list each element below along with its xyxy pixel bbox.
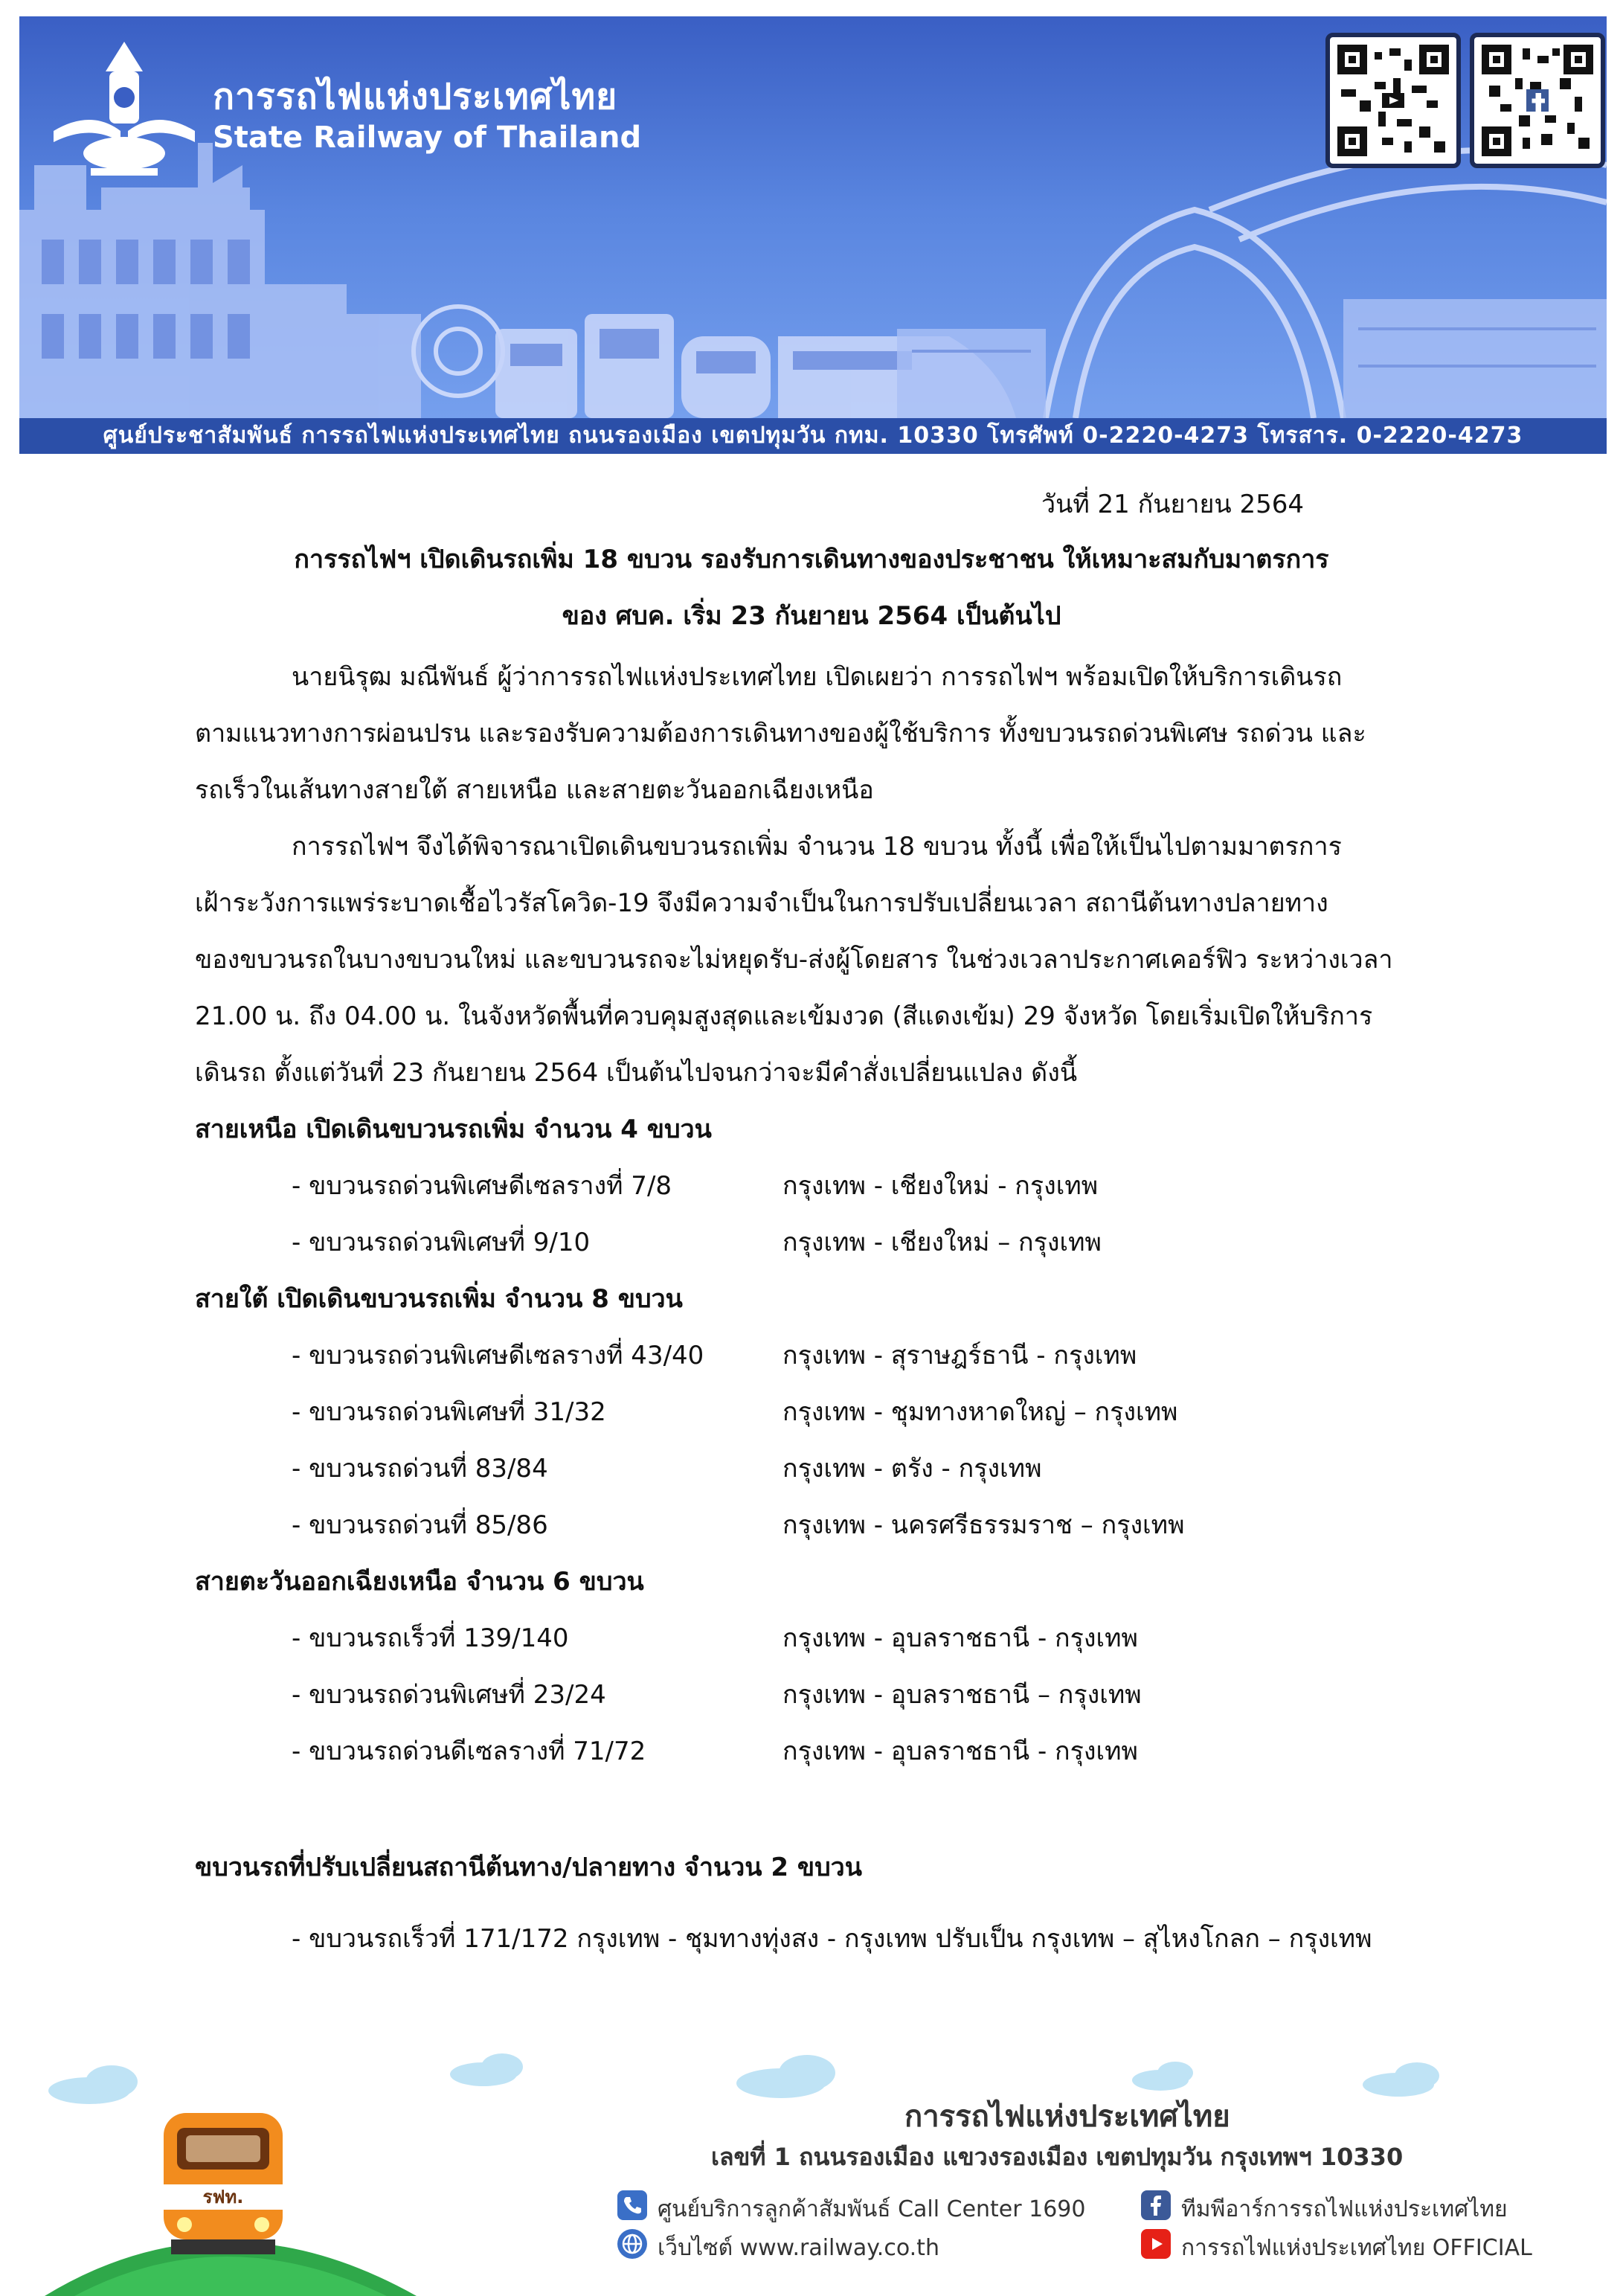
paragraph-1-line-3: รถเร็วในเส้นทางสายใต้ สายเหนือ และสายตะวันออกเฉียงเหนือ: [195, 775, 874, 805]
train-route: กรุงเทพ - ชุมทางหาดใหญ่ – กรุงเทพ: [782, 1397, 1178, 1427]
train-route: กรุงเทพ - นครศรีธรรมราช – กรุงเทพ: [782, 1510, 1185, 1540]
section-heading-north: สายเหนือ เปิดเดินขบวนรถเพิ่ม จำนวน 4 ขบวน: [195, 1115, 712, 1144]
train-route: กรุงเทพ - อุบลราชธานี - กรุงเทพ: [782, 1737, 1138, 1766]
paragraph-1-line-1: นายนิรุฒ มณีพันธ์ ผู้ว่าการรถไฟแห่งประเทศไทย เปิดเผยว่า การรถไฟฯ พร้อมเปิดให้บริการเดินรถ: [292, 662, 1343, 692]
train-name: - ขบวนรถด่วนที่ 83/84: [292, 1454, 548, 1484]
youtube-qr-code[interactable]: [1325, 33, 1461, 168]
document-title-line-2: ของ ศบค. เริ่ม 23 กันยายน 2564 เป็นต้นไป: [562, 601, 1061, 631]
footer-org-name: การรถไฟแห่งประเทศไทย: [904, 2100, 1230, 2134]
document-date: วันที่ 21 กันยายน 2564: [1041, 490, 1304, 519]
changed-train-item: - ขบวนรถเร็วที่ 171/172 กรุงเทพ - ชุมทางทุ่งสง - กรุงเทพ ปรับเป็น กรุงเทพ – สุไหงโกลก – กรุงเทพ: [292, 1924, 1372, 1954]
srt-emblem-icon: [46, 34, 202, 183]
train-name: - ขบวนรถด่วนที่ 85/86: [292, 1510, 548, 1540]
org-name-thai: การรถไฟแห่งประเทศไทย: [213, 76, 618, 118]
phone-icon: [617, 2190, 647, 2220]
org-name-english: State Railway of Thailand: [213, 121, 642, 155]
train-route: กรุงเทพ - ตรัง - กรุงเทพ: [782, 1454, 1042, 1484]
paragraph-2-line-4: 21.00 น. ถึง 04.00 น. ในจังหวัดพื้นที่ควบคุมสูงสุดและเข้มงวด (สีแดงเข้ม) 29 จังหวัด โดยเริ่มเปิดให้บริการ: [195, 1001, 1373, 1031]
paragraph-2-line-5: เดินรถ ตั้งแต่วันที่ 23 กันยายน 2564 เป็นต้นไปจนกว่าจะมีคำสั่งเปลี่ยนแปลง ดังนี้: [195, 1058, 1078, 1088]
train-logo-text: รฟท.: [202, 2187, 244, 2207]
qr-code-icon: [1482, 45, 1593, 156]
facebook-icon: [1141, 2190, 1171, 2220]
document-title-line-1: การรถไฟฯ เปิดเดินรถเพิ่ม 18 ขบวน รองรับการเดินทางของประชาชน ให้เหมาะสมกับมาตรการ: [294, 545, 1329, 574]
paragraph-1-line-2: ตามแนวทางการผ่อนปรน และรองรับความต้องการเดินทางของผู้ใช้บริการ ทั้งขบวนรถด่วนพิเศษ รถด่วน และ: [195, 719, 1366, 748]
train-name: - ขบวนรถด่วนพิเศษที่ 9/10: [292, 1228, 591, 1257]
paragraph-2-line-3: ของขบวนรถในบางขบวนใหม่ และขบวนรถจะไม่หยุดรับ-ส่งผู้โดยสาร ในช่วงเวลาประกาศเคอร์ฟิว ระหว่างเวลา: [195, 945, 1393, 975]
train-route: กรุงเทพ - เชียงใหม่ - กรุงเทพ: [782, 1171, 1099, 1201]
facebook-qr-code[interactable]: [1470, 33, 1605, 168]
paragraph-2-line-2: เฝ้าระวังการแพร่ระบาดเชื้อไวรัสโควิด-19 จึงมีความจำเป็นในการปรับเปลี่ยนเวลา สถานีต้นทางปลายทาง: [195, 888, 1328, 918]
header-banner: [19, 16, 1607, 454]
train-name: - ขบวนรถด่วนดีเซลรางที่ 71/72: [292, 1737, 646, 1766]
train-route: กรุงเทพ - อุบลราชธานี – กรุงเทพ: [782, 1680, 1142, 1710]
facebook-link[interactable]: ทีมพีอาร์การรถไฟแห่งประเทศไทย: [1181, 2196, 1508, 2222]
footer-address: เลขที่ 1 ถนนรองเมือง แขวงรองเมือง เขตปทุมวัน กรุงเทพฯ 10330: [711, 2143, 1404, 2171]
train-route: กรุงเทพ - อุบลราชธานี - กรุงเทพ: [782, 1623, 1138, 1653]
train-name: - ขบวนรถด่วนพิเศษที่ 31/32: [292, 1397, 606, 1427]
call-center-text: ศูนย์บริการลูกค้าสัมพันธ์ Call Center 1690: [658, 2196, 1086, 2222]
youtube-link[interactable]: การรถไฟแห่งประเทศไทย OFFICIAL: [1181, 2235, 1532, 2261]
footer: [0, 2039, 1623, 2296]
train-name: - ขบวนรถด่วนพิเศษดีเซลรางที่ 7/8: [292, 1171, 672, 1201]
train-name: - ขบวนรถด่วนพิเศษดีเซลรางที่ 43/40: [292, 1341, 704, 1370]
website-link[interactable]: เว็บไซต์ www.railway.co.th: [658, 2235, 939, 2261]
youtube-icon: [1141, 2229, 1171, 2259]
train-name: - ขบวนรถเร็วที่ 139/140: [292, 1623, 569, 1653]
globe-icon: [617, 2229, 647, 2259]
qr-code-icon: [1337, 45, 1449, 156]
contact-strip: ศูนย์ประชาสัมพันธ์ การรถไฟแห่งประเทศไทย ถนนรองเมือง เขตปทุมวัน กทม. 10330 โทรศัพท์ 0-2220-4273 โทรสาร. 0-2220-4273: [19, 418, 1607, 454]
paragraph-2-line-1: การรถไฟฯ จึงได้พิจารณาเปิดเดินขบวนรถเพิ่ม จำนวน 18 ขบวน ทั้งนี้ เพื่อให้เป็นไปตามมาตรการ: [292, 832, 1342, 862]
train-name: - ขบวนรถด่วนพิเศษที่ 23/24: [292, 1680, 606, 1710]
section-heading-south: สายใต้ เปิดเดินขบวนรถเพิ่ม จำนวน 8 ขบวน: [195, 1284, 683, 1314]
section-heading-northeast: สายตะวันออกเฉียงเหนือ จำนวน 6 ขบวน: [195, 1567, 644, 1597]
train-route: กรุงเทพ - สุราษฎร์ธานี - กรุงเทพ: [782, 1341, 1137, 1370]
section-heading-changed-stations: ขบวนรถที่ปรับเปลี่ยนสถานีต้นทาง/ปลายทาง จำนวน 2 ขบวน: [195, 1853, 863, 1882]
train-route: กรุงเทพ - เชียงใหม่ – กรุงเทพ: [782, 1228, 1102, 1257]
